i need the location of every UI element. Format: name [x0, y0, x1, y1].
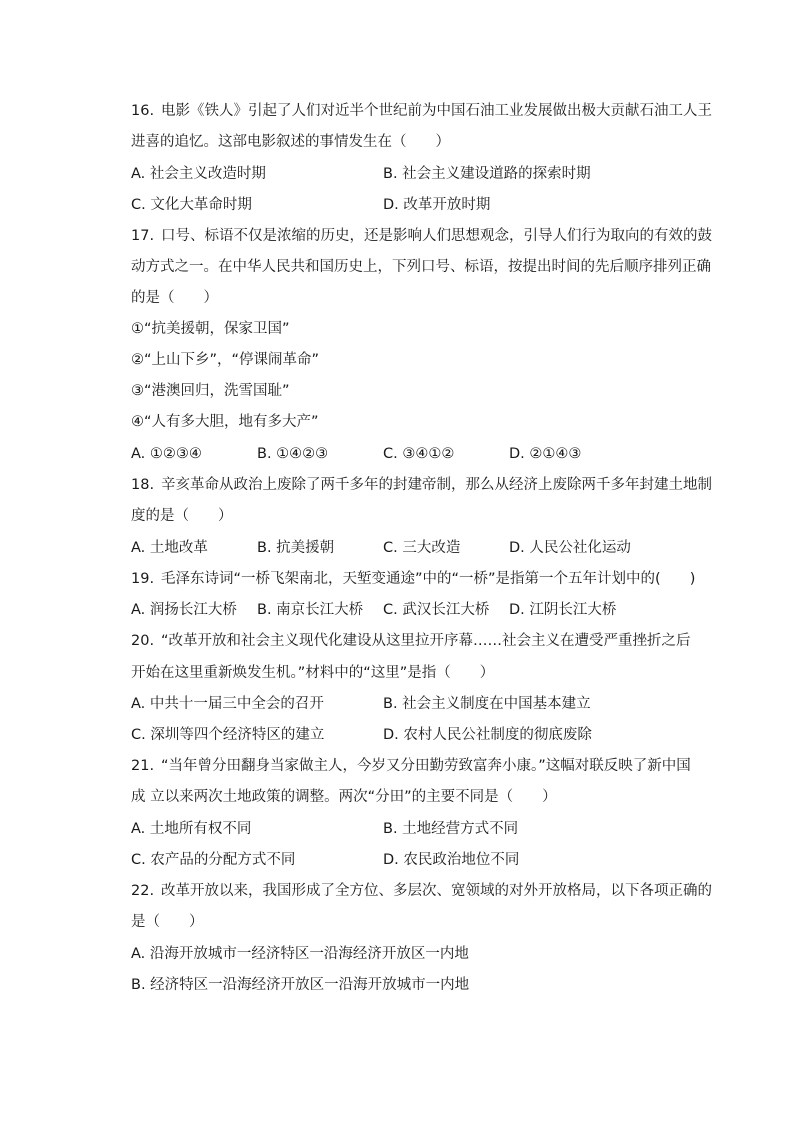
question-19-option-c: C. 武汉长江大桥 — [383, 602, 490, 618]
question-16-option-b: B. 社会主义建设道路的探索时期 — [383, 166, 591, 182]
question-22-option-b: B. 经济特区一沿海经济开放区一沿海开放城市一内地 — [131, 977, 470, 993]
question-21-option-d: D. 农民政治地位不同 — [383, 852, 520, 868]
question-number: 22. — [131, 883, 155, 899]
question-number: 17. — [131, 228, 155, 244]
question-17-option-a: A. ①②③④ — [131, 446, 202, 462]
question-text: 电影《铁人》引起了人们对近半个世纪前为中国石油工业发展做出极大贡献石油工人王 — [161, 103, 712, 119]
question-21-line-2 — [131, 786, 701, 808]
question-text: 动方式之一。在中华人民共和国历史上，下列口号、标语，按提出时间的先后顺序排列正确 — [131, 259, 711, 275]
question-text: 改革开放以来，我国形成了全方位、多层次、宽领域的对外开放格局，以下各项正确的 — [161, 883, 712, 899]
question-text: “当年曾分田翻身当家做主人，今岁又分田勤劳致富奔小康。”这幅对联反映了新中国 — [161, 758, 691, 774]
question-20-option-c: C. 深圳等四个经济特区的建立 — [131, 727, 325, 743]
question-22-line-2 — [131, 911, 701, 933]
question-18-line-2 — [131, 505, 701, 527]
question-19-option-d: D. 江阴长江大桥 — [509, 602, 617, 618]
question-21-option-b: B. 土地经营方式不同 — [383, 821, 519, 837]
question-number: 20. — [131, 633, 155, 649]
question-18-option-a: A. 土地改革 — [131, 540, 208, 556]
question-17-item-4: ④“人有多大胆，地有多大产” — [131, 414, 319, 430]
question-text: 成 立以来两次土地政策的调整。两次“分田”的主要不同是（ ） — [131, 789, 557, 805]
question-20-option-b: B. 社会主义制度在中国基本建立 — [383, 696, 591, 712]
question-22-line-1 — [131, 880, 712, 902]
question-16-line-1 — [131, 100, 712, 122]
question-19-line-1 — [131, 568, 701, 590]
question-17-item-1: ①“抗美援朝，保家卫国” — [131, 321, 290, 337]
question-22-option-a: A. 沿海开放城市一经济特区一沿海经济开放区一内地 — [131, 946, 469, 962]
question-16-option-c: C. 文化大革命时期 — [131, 197, 252, 213]
question-17-line-3 — [131, 287, 701, 309]
question-number: 18. — [131, 477, 155, 493]
question-text: 毛泽东诗词“一桥飞架南北，天堑变通途”中的“一桥”是指第一个五年计划中的( ) — [161, 571, 696, 587]
question-19-option-a: A. 润扬长江大桥 — [131, 602, 237, 618]
question-17-line-1 — [131, 225, 712, 247]
question-21-option-c: C. 农产品的分配方式不同 — [131, 852, 296, 868]
question-text: 是（ ） — [131, 914, 204, 930]
question-20-option-a: A. 中共十一届三中全会的召开 — [131, 696, 324, 712]
question-18-line-1 — [131, 474, 712, 496]
question-text: 的是（ ） — [131, 290, 218, 306]
question-text: “改革开放和社会主义现代化建设从这里拉开序幕……社会主义在遭受严重挫折之后 — [161, 633, 691, 649]
question-20-line-2 — [131, 662, 701, 684]
question-text: 进喜的追忆。这部电影叙述的事情发生在（ ） — [131, 134, 450, 150]
question-21-option-a: A. 土地所有权不同 — [131, 821, 252, 837]
question-18-option-d: D. 人民公社化运动 — [509, 540, 631, 556]
question-number: 16. — [131, 103, 155, 119]
question-16-option-d: D. 改革开放时期 — [383, 197, 491, 213]
question-17-option-b: B. ①④②③ — [257, 446, 329, 462]
question-17-option-d: D. ②①④③ — [509, 446, 582, 462]
question-20-line-1 — [131, 630, 701, 652]
question-text: 度的是（ ） — [131, 508, 233, 524]
question-19-option-b: B. 南京长江大桥 — [257, 602, 364, 618]
question-text: 辛亥革命从政治上废除了两千多年的封建帝制，那么从经济上废除两千多年封建土地制 — [161, 477, 712, 493]
question-17-item-3: ③“港澳回归，洗雪国耻” — [131, 383, 290, 399]
question-17-option-c: C. ③④①② — [383, 446, 455, 462]
question-number: 19. — [131, 571, 155, 587]
question-text: 开始在这里重新焕发生机。”材料中的“这里”是指（ ） — [131, 665, 495, 681]
question-21-line-1 — [131, 755, 701, 777]
question-text: 口号、标语不仅是浓缩的历史，还是影响人们思想观念，引导人们行为取向的有效的鼓 — [161, 228, 712, 244]
question-number: 21. — [131, 758, 155, 774]
question-16-option-a: A. 社会主义改造时期 — [131, 166, 266, 182]
question-17-item-2: ②“上山下乡”，“停课闹革命” — [131, 352, 320, 368]
question-18-option-c: C. 三大改造 — [383, 540, 461, 556]
question-18-option-b: B. 抗美援朝 — [257, 540, 335, 556]
question-17-line-2 — [131, 256, 711, 278]
question-16-line-2 — [131, 131, 701, 153]
question-20-option-d: D. 农村人民公社制度的彻底废除 — [383, 727, 592, 743]
